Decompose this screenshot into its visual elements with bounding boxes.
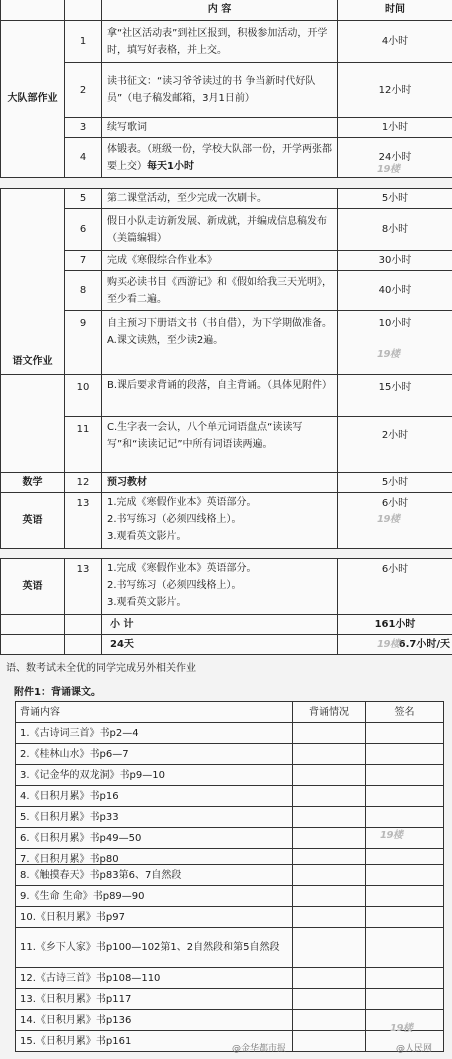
row-time: 4小时: [338, 21, 452, 63]
content-line: 1.完成《寒假作业本》英语部分。: [107, 497, 257, 508]
recite-item: 15.《日积月累》书p161: [16, 1031, 293, 1052]
total-label: 24天: [102, 635, 338, 655]
recite-item: 7.《日积月累》书p80: [16, 849, 293, 870]
category-yingyu: 英语: [1, 559, 65, 615]
row-time: 40小时: [338, 271, 452, 311]
row-content: 购买必读书目《西游记》和《假如给我三天光明》，至少看二遍。: [102, 271, 338, 311]
row-content: [102, 559, 338, 615]
row-time: 5小时: [338, 473, 452, 493]
homework-table-part1: [0, 0, 452, 178]
header-sign: 签名: [366, 702, 444, 723]
watermark-logo: 19楼: [377, 514, 400, 525]
subtotal-time: 161小时: [338, 615, 452, 635]
watermark-19lou: [377, 635, 399, 650]
row-number: 12: [65, 473, 102, 493]
header-time: 时间: [338, 0, 452, 21]
recite-item: 10.《日积月累》书p97: [16, 907, 293, 928]
recite-item: 6.《日积月累》书p49—50: [16, 828, 293, 849]
header-recite-content: 背诵内容: [16, 702, 293, 723]
row-content: 第二课堂活动，至少完成一次刷卡。: [102, 189, 338, 209]
attachment-title: 附件1：背诵课文。: [14, 687, 101, 698]
recite-item: 3.《记金华的双龙洞》书p9—10: [16, 765, 293, 786]
row-number: 10: [65, 375, 102, 417]
watermark-19lou: [390, 1019, 412, 1034]
row-time: 8小时: [338, 209, 452, 251]
row-time: 10小时: [338, 311, 452, 379]
header-content: 内 容: [102, 0, 338, 21]
row-content: 完成《寒假综合作业本》: [102, 251, 338, 271]
recite-item: 1.《古诗词三首》书p2—4: [16, 723, 293, 744]
row-time: 30小时: [338, 251, 452, 271]
row-time: 2小时: [338, 417, 452, 473]
row-content: 拿“社区活动表”到社区报到，积极参加活动，开学时，填写好表格，并上交。: [102, 21, 338, 63]
recite-item: 5.《日积月累》书p33: [16, 807, 293, 828]
total-time: 6.7小时/天: [338, 635, 452, 655]
row-time: 12小时: [338, 63, 452, 118]
watermark-logo: 19楼: [390, 1023, 413, 1034]
recite-item: 8.《触摸春天》书p83第6、7自然段: [16, 865, 293, 886]
watermark-19lou: [377, 510, 399, 525]
recitation-table-part1: [15, 701, 444, 870]
subtotal-label: 小 计: [102, 615, 338, 635]
row-content: [102, 138, 338, 178]
content-line: 1.完成《寒假作业本》英语部分。: [107, 563, 257, 574]
row-content: 自主预习下册语文书（书自借），为下学期做准备。A.课文读熟，至少读2遍。: [102, 311, 338, 379]
row-time: 15小时: [338, 375, 452, 417]
row-time: 6小时: [338, 559, 452, 615]
row-content: 续写歌词: [102, 118, 338, 138]
row-number: 11: [65, 417, 102, 473]
recite-item: 12.《古诗三首》书p108—110: [16, 968, 293, 989]
row-number: 13: [65, 493, 102, 549]
credit-jinhua: @金华都市报: [232, 1044, 287, 1054]
category-yingyu: 英语: [1, 493, 65, 549]
recite-item: 14.《日积月累》书p136: [16, 1010, 293, 1031]
row-time: 24小时: [338, 138, 452, 178]
content-line: 2.书写练习（必须四线格上）。: [107, 580, 242, 591]
row-content-text: 体锻表。（班级一份，学校大队部一份，开学两张都要上交）: [107, 143, 332, 172]
row-number: 9: [65, 311, 102, 379]
watermark-19lou: [377, 345, 399, 360]
note-text: 语、数考试未全优的同学完成另外相关作业: [6, 663, 196, 674]
row-number: 3: [65, 118, 102, 138]
row-time: 1小时: [338, 118, 452, 138]
row-content: [102, 493, 338, 549]
category-dadui: 大队部作业: [1, 21, 65, 178]
watermark-logo: 19楼: [377, 639, 400, 650]
category-yuwen: 语文作业: [1, 189, 65, 379]
row-number: 4: [65, 138, 102, 178]
row-content: 预习教材: [102, 473, 338, 493]
watermark-logo: 19楼: [380, 830, 403, 841]
recite-item: 4.《日积月累》书p16: [16, 786, 293, 807]
row-number: 13: [65, 559, 102, 615]
watermark-19lou: [380, 826, 402, 841]
row-time: 5小时: [338, 189, 452, 209]
row-number: 5: [65, 189, 102, 209]
row-time: 6小时: [338, 493, 452, 549]
row-number: 2: [65, 63, 102, 118]
recite-item: 11.《乡下人家》书p100—102第1、2自然段和第5自然段: [16, 928, 293, 968]
row-number: 8: [65, 271, 102, 311]
row-content-emphasis: 每天1小时: [147, 160, 194, 172]
watermark-19lou: [377, 160, 399, 175]
content-line: 2.书写练习（必须四线格上）。: [107, 514, 242, 525]
content-line: 3.观看英文影片。: [107, 531, 187, 542]
row-content: B.课后要求背诵的段落，自主背诵。（具体见附件）: [102, 375, 338, 417]
row-content: 读书征文：“读习爷爷读过的书 争当新时代好队员”（电子稿发邮箱，3月1日前）: [102, 63, 338, 118]
row-number: 6: [65, 209, 102, 251]
category-shuxue: 数学: [1, 473, 65, 493]
credit-renmin: @人民网: [396, 1044, 433, 1054]
header-recite-status: 背诵情况: [293, 702, 366, 723]
recite-item: 2.《桂林山水》书p6—7: [16, 744, 293, 765]
recite-item: 13.《日积月累》书p117: [16, 989, 293, 1010]
watermark-logo: 19楼: [377, 349, 400, 360]
row-number: 7: [65, 251, 102, 271]
recite-item: 9.《生命 生命》书p89—90: [16, 886, 293, 907]
row-content: C.生字表一会认，八个单元词语盘点“读读写写”和“读读记记”中所有词语读两遍。: [102, 417, 338, 473]
recitation-table-part2: [15, 864, 444, 1052]
content-line: 3.观看英文影片。: [107, 597, 187, 608]
watermark-logo: 19楼: [377, 164, 400, 175]
row-number: 1: [65, 21, 102, 63]
row-content: 假日小队走访新发展、新成就，并编成信息稿发布（美篇编辑）: [102, 209, 338, 251]
